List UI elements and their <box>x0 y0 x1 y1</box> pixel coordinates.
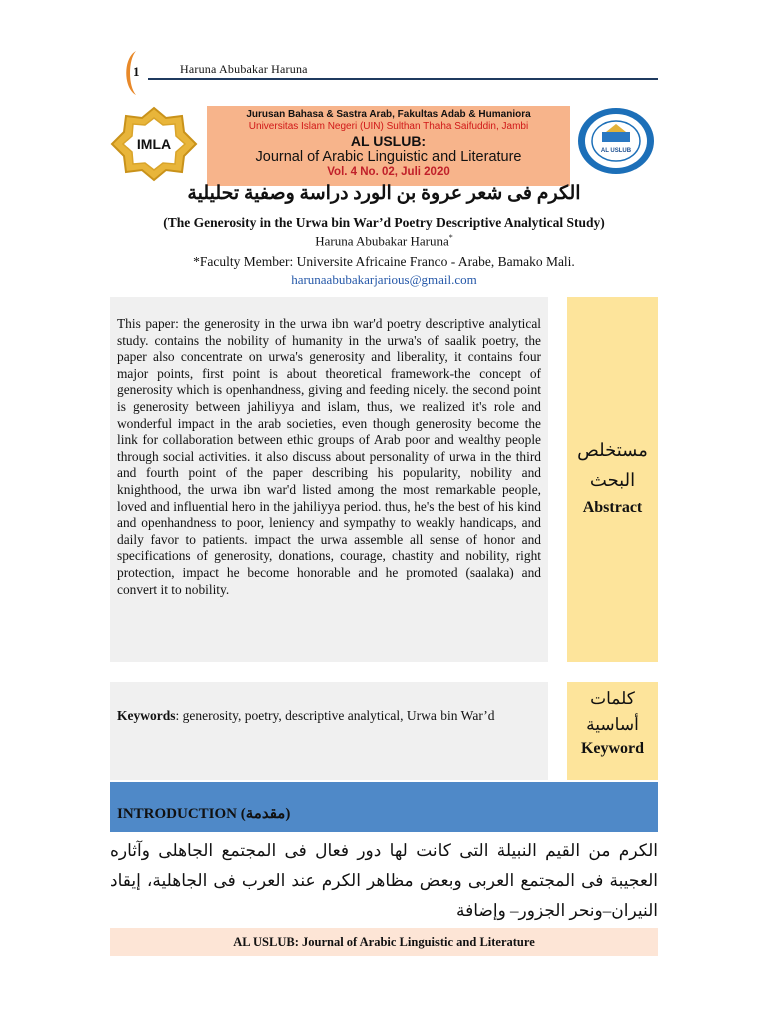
journal-subtitle: Journal of Arabic Linguistic and Literature <box>255 149 522 165</box>
seal-logo-text: AL USLUB <box>600 148 632 154</box>
paper-title-english: (The Generosity in the Urwa bin War’d Poetry Descriptive Analytical Study) <box>163 215 605 230</box>
header-rule <box>148 78 658 80</box>
introduction-heading: INTRODUCTION (مقدمة) <box>110 782 658 832</box>
journal-volume: Vol. 4 No. 02, Juli 2020 <box>327 166 450 178</box>
abstract-box <box>110 297 548 662</box>
paper-author <box>110 233 658 249</box>
page-number: 1 <box>133 64 140 79</box>
abstract-label-arabic-1: مستخلص <box>577 440 648 460</box>
journal-university: Universitas Islam Negeri (UIN) Sulthan Thaha Saifuddin, Jambi <box>248 121 529 132</box>
abstract-text: This paper: the generosity in the urwa ibn war'd poetry descriptive analytical study. contains the nobility of humanity in the urwa's of saalik poetry, the paper also concentrate on urwa's generosity and liberality, it contains four major points, first point is about theoretical framework-the concept of generosity which is openhandness, giving and feeding nicely. the second point is generosity between jahiliyya and islam, thus, we realized it's role and wonderful impact in the arab societies, even though generosity become the link for collaboration between ethic groups of Arab poor and wealthy people through social activities. it also discuss about personality of urwa in the third and fourth point of the paper describing his popularity, nobility and knighthood, the urwa ibn war'd listed among the most remarkable people, loved and influential hero in the jahiliyya period. thus, he's the best of his kind and openhandness to poor, leniency and sympathy to weakly handicaps, and daily favor to patients. impact the urwa assemble all sense of honor and specifications of generosity, donations, courage, chastity and nobility, right protection, impact he become honorable and he promoted (saalaka) and convert it to nobility. <box>117 316 541 597</box>
keywords-text: : generosity, poetry, descriptive analytical, Urwa bin War’d <box>175 708 495 723</box>
keywords-label: Keywords <box>117 708 176 723</box>
journal-name: AL USLUB: <box>350 133 427 149</box>
abstract-label-arabic-2: البحث <box>589 470 636 490</box>
abstract-label-panel <box>567 297 658 662</box>
keywords-label-panel <box>567 682 658 780</box>
author-affiliation: *Faculty Member: Universite Africaine Franco - Arabe, Bamako Mali. <box>193 254 575 269</box>
author-footnote-mark: * <box>448 233 453 242</box>
imla-logo-text: IMLA <box>136 136 172 152</box>
university-seal-logo <box>576 106 656 176</box>
running-header-author: Haruna Abubakar Haruna <box>180 62 308 76</box>
imla-logo <box>108 106 200 182</box>
journal-department: Jurusan Bahasa & Sastra Arab, Fakultas Adab & Humaniora <box>246 109 531 120</box>
paper-title-arabic: الكرم فى شعر عروة بن الورد دراسة وصفية تحليلية <box>187 183 581 204</box>
keywords-label-arabic-2: أساسية <box>586 715 639 734</box>
journal-footer: AL USLUB: Journal of Arabic Linguistic and Literature <box>110 928 658 956</box>
author-email-link[interactable]: harunaabubakarjarious@gmail.com <box>291 272 477 287</box>
introduction-text-arabic: الكرم من القيم النبيلة التى كانت لها دور فعال فى المجتمع الجاهلى وآثاره العجيبة فى المجتمع العربى وبعض مظاهر الكرم عند العرب فى الجاهلية، إيقاد النيران–ونحر الجزور– وإضافة <box>110 841 658 920</box>
keywords-box <box>110 682 548 780</box>
keywords-label-arabic-1: كلمات <box>590 689 635 708</box>
journal-info-box <box>207 106 570 186</box>
abstract-label-english: Abstract <box>582 499 643 516</box>
paper-author-name: Haruna Abubakar Haruna <box>315 233 449 249</box>
keywords-label-english: Keyword <box>580 740 645 757</box>
